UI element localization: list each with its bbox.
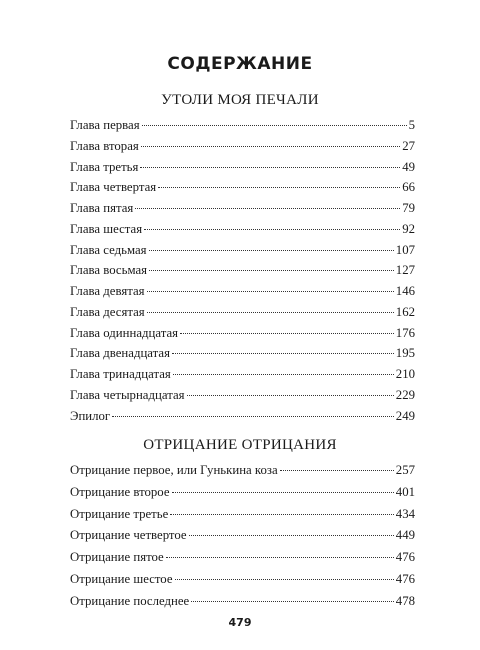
dot-leader — [149, 250, 394, 251]
toc-entry-page: 210 — [395, 367, 415, 381]
toc-entry-page: 92 — [402, 221, 415, 236]
toc-entry-page: 162 — [395, 304, 415, 319]
toc-entry-page: 401 — [395, 484, 415, 499]
toc-entry-label: Глава третья — [70, 159, 139, 174]
page-number: 479 — [228, 616, 252, 629]
toc-entry-label: Глава вторая — [70, 138, 139, 153]
dot-leader — [158, 187, 400, 188]
toc-entry — [70, 572, 415, 594]
dot-leader — [166, 557, 394, 558]
toc-entry-label: Глава первая — [70, 118, 140, 132]
toc-entry-page: 127 — [395, 263, 415, 278]
toc-entry — [70, 485, 415, 507]
toc-entry-page: 249 — [395, 408, 415, 423]
dot-leader — [112, 416, 394, 417]
toc-entry-page: 478 — [395, 593, 415, 608]
dot-leader — [191, 601, 394, 602]
toc-entry — [70, 463, 415, 485]
toc-entry-page: 146 — [395, 284, 415, 298]
toc-entry-page: 27 — [402, 138, 415, 153]
toc-entry-label: Глава одиннадцатая — [70, 325, 179, 340]
dot-leader — [135, 208, 400, 209]
toc-entry-page: 449 — [395, 528, 415, 543]
toc-entry-label: Глава четырнадцатая — [70, 387, 185, 402]
toc-entry — [70, 160, 415, 181]
dot-leader — [147, 312, 394, 313]
toc-entry — [70, 180, 415, 201]
dot-leader — [189, 535, 394, 536]
toc-entry — [70, 243, 415, 264]
toc-entry-label: Глава пятая — [70, 201, 134, 215]
dot-leader — [180, 333, 394, 334]
toc-entry-page: 107 — [395, 242, 415, 257]
toc-entry-label: Отрицание четвертое — [70, 528, 187, 543]
toc-entry-page: 195 — [395, 346, 415, 361]
toc-entry — [70, 222, 415, 243]
dot-leader — [149, 270, 394, 271]
toc-entry-label: Глава четвертая — [70, 180, 157, 195]
dot-leader — [142, 125, 407, 126]
toc-entry-page: 434 — [395, 506, 415, 521]
toc-entry-label: Глава десятая — [70, 304, 145, 319]
toc-entry — [70, 118, 415, 139]
toc-list — [70, 463, 415, 616]
toc-entry-page: 476 — [395, 571, 415, 586]
section-heading: ОТРИЦАНИЕ ОТРИЦАНИЯ — [143, 437, 337, 453]
dot-leader — [175, 579, 394, 580]
toc-entry-label: Отрицание третье — [70, 506, 169, 521]
toc-entry-label: Глава девятая — [70, 284, 145, 298]
toc-entry — [70, 550, 415, 572]
section-heading: УТОЛИ МОЯ ПЕЧАЛИ — [161, 92, 319, 108]
toc-entry-page: 5 — [408, 118, 415, 132]
dot-leader — [172, 492, 394, 493]
toc-entry — [70, 507, 415, 529]
page-title: СОДЕРЖАНИЕ — [167, 54, 313, 74]
toc-entry — [70, 284, 415, 305]
dot-leader — [280, 470, 394, 471]
toc-entry-label: Отрицание второе — [70, 484, 170, 499]
toc-entry — [70, 139, 415, 160]
toc-entry — [70, 305, 415, 326]
toc-entry-label: Отрицание шестое — [70, 571, 173, 586]
dot-leader — [147, 291, 394, 292]
toc-entry — [70, 346, 415, 367]
dot-leader — [140, 167, 400, 168]
toc-entry — [70, 263, 415, 284]
toc-entry-page: 79 — [402, 201, 415, 215]
toc-entry — [70, 409, 415, 430]
toc-entry — [70, 388, 415, 409]
toc-entry-label: Отрицание пятое — [70, 550, 164, 565]
toc-list — [70, 118, 415, 429]
dot-leader — [170, 514, 394, 515]
toc-entry-label: Отрицание последнее — [70, 593, 190, 608]
dot-leader — [172, 353, 394, 354]
toc-entry-page: 257 — [395, 463, 415, 477]
toc-entry-label: Глава восьмая — [70, 263, 148, 278]
dot-leader — [173, 374, 394, 375]
dot-leader — [187, 395, 394, 396]
toc-entry-label: Глава седьмая — [70, 242, 147, 257]
toc-entry-page: 229 — [395, 387, 415, 402]
dot-leader — [141, 146, 400, 147]
toc-entry-page: 176 — [395, 325, 415, 340]
dot-leader — [144, 229, 400, 230]
toc-entry — [70, 528, 415, 550]
toc-entry-page: 476 — [395, 550, 415, 565]
toc-entry-label: Глава тринадцатая — [70, 367, 171, 381]
toc-entry — [70, 201, 415, 222]
toc-entry — [70, 594, 415, 616]
toc-entry — [70, 367, 415, 388]
toc-entry-label: Глава шестая — [70, 221, 143, 236]
toc-entry-label: Отрицание первое, или Гунькина коза — [70, 463, 278, 477]
toc-entry-label: Эпилог — [70, 408, 111, 423]
toc-entry-page: 66 — [402, 180, 415, 195]
toc-entry-page: 49 — [402, 159, 415, 174]
toc-entry — [70, 326, 415, 347]
toc-entry-label: Глава двенадцатая — [70, 346, 170, 361]
